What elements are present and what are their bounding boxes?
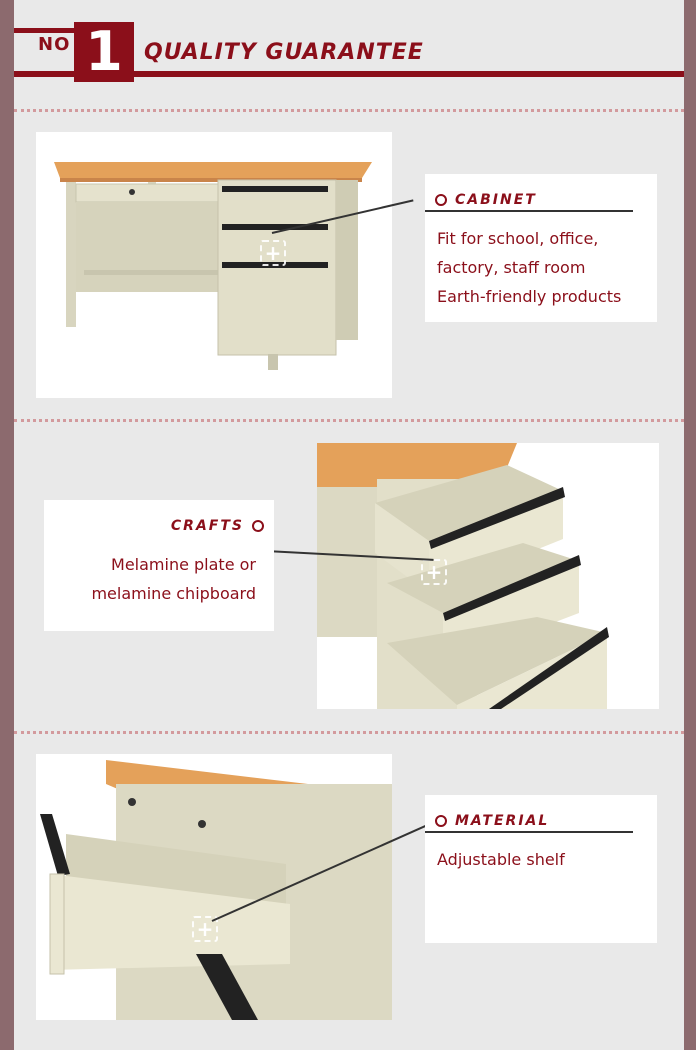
dotted-divider (14, 731, 684, 734)
cabinet-line-1: Fit for school, office, (437, 229, 599, 248)
cabinet-description (437, 224, 621, 311)
cabinet-heading-text: CABINET (455, 192, 537, 208)
cabinet-card (425, 174, 657, 322)
material-card (425, 795, 657, 943)
header-title: QUALITY GUARANTEE (144, 40, 424, 65)
crafts-card (44, 500, 274, 631)
material-heading (435, 813, 549, 829)
zoom-hotspot-icon[interactable] (421, 559, 447, 585)
chevron-right-icon (252, 520, 264, 532)
material-line-1: Adjustable shelf (437, 850, 565, 869)
header-number-badge: 1 (74, 22, 134, 82)
crafts-line-1: Melamine plate or (111, 555, 256, 574)
cabinet-line-2: factory, staff room (437, 258, 586, 277)
heading-rule (425, 210, 633, 212)
chevron-right-icon (435, 815, 447, 827)
crafts-heading-text: CRAFTS (170, 518, 244, 534)
dotted-divider (14, 419, 684, 422)
crafts-description (91, 550, 256, 608)
cabinet-line-3: Earth-friendly products (437, 287, 622, 306)
desk-photo-drawers (317, 443, 659, 709)
crafts-line-2: melamine chipboard (91, 584, 256, 603)
desk-photo-cabinet (36, 132, 392, 398)
zoom-hotspot-icon[interactable] (260, 240, 286, 266)
crafts-heading (171, 518, 264, 534)
dotted-divider (14, 109, 684, 112)
drawers-illustration (317, 443, 659, 709)
material-description (437, 845, 565, 874)
chevron-right-icon (435, 194, 447, 206)
header-no-label: NO (38, 34, 71, 55)
desk-photo-material (36, 754, 392, 1020)
heading-rule (425, 831, 633, 833)
product-detail-page (14, 0, 684, 1050)
drawer-open-illustration (36, 754, 392, 1020)
material-heading-text: MATERIAL (455, 813, 550, 829)
desk-illustration (36, 132, 392, 398)
cabinet-heading (435, 192, 537, 208)
